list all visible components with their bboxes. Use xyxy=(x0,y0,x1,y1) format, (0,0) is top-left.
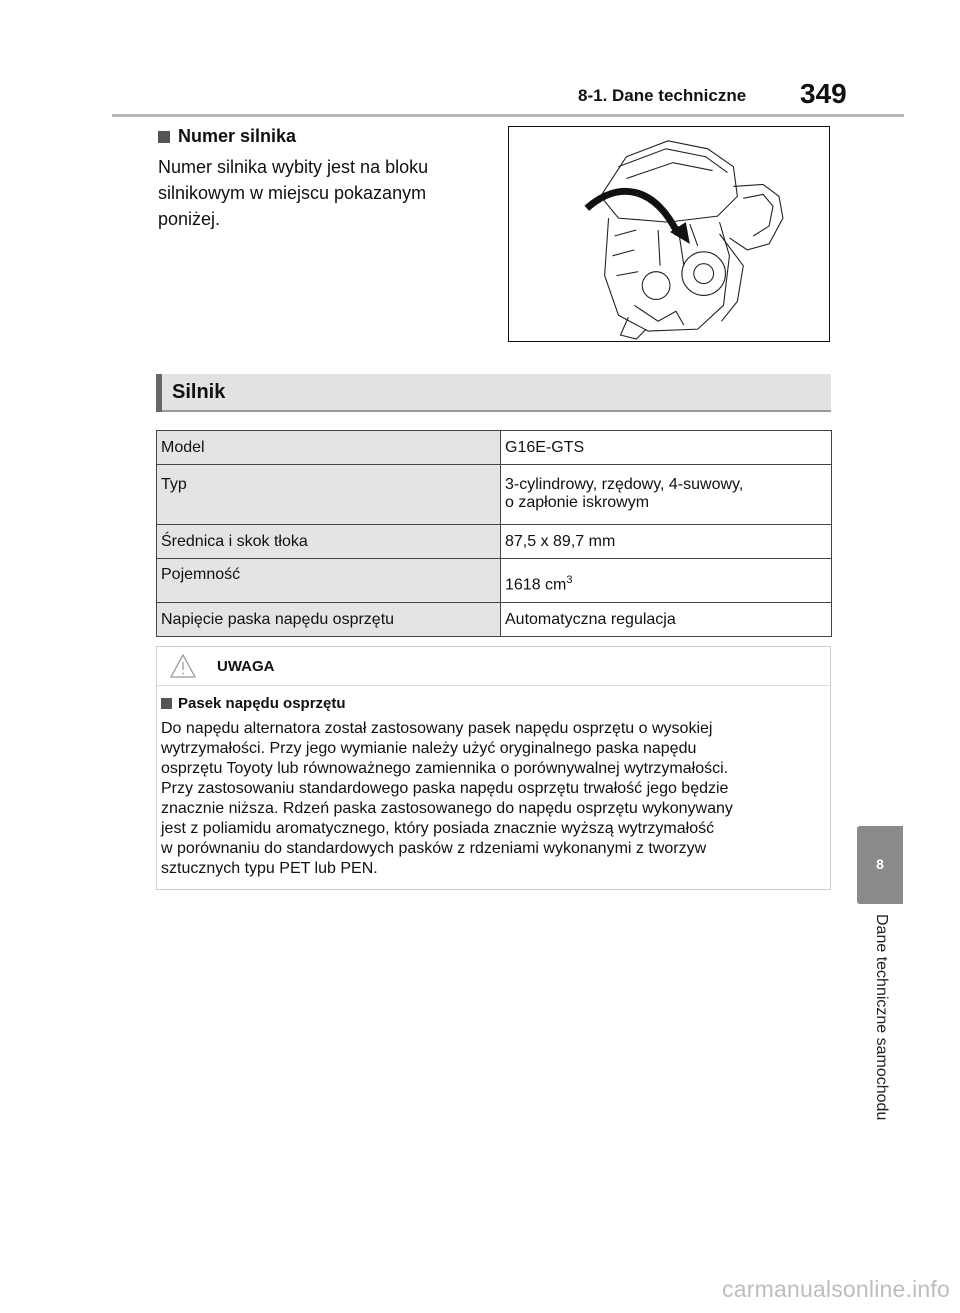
spec-value: Automatyczna regulacja xyxy=(501,603,832,637)
square-bullet-icon xyxy=(158,131,170,143)
spec-value xyxy=(501,465,832,525)
engine-number-heading xyxy=(158,126,296,147)
spec-value-line2: o zapłonie iskrowym xyxy=(505,494,650,511)
table-row xyxy=(157,465,832,525)
warning-line: w porównaniu do standardowych pasków z rdzeniami wykonanymi z tworzyw xyxy=(161,840,707,857)
chapter-tab[interactable] xyxy=(857,826,903,904)
warning-line: osprzętu Toyoty lub równoważnego zamiennika o porównywalnej wytrzymałości. xyxy=(161,760,729,777)
chapter-label xyxy=(868,914,890,1154)
spec-label: Pojemność xyxy=(157,559,501,603)
engine-number-text: Numer silnika wybity jest na bloku silnikowym w miejscu pokazanym poniżej. xyxy=(158,157,429,229)
engine-number-heading-text: Numer silnika xyxy=(178,126,297,146)
table-row xyxy=(157,603,832,637)
spec-value-superscript: 3 xyxy=(566,574,573,586)
warning-triangle-icon xyxy=(169,653,197,679)
spec-label: Typ xyxy=(157,465,501,525)
engine-section-bar xyxy=(156,374,831,412)
warning-line: sztucznych typu PET lub PEN. xyxy=(161,860,378,877)
spec-value: 87,5 x 89,7 mm xyxy=(501,525,832,559)
spec-label: Model xyxy=(157,431,501,465)
warning-title: UWAGA xyxy=(217,658,275,675)
warning-line: znacznie niższa. Rdzeń paska zastosowanego do napędu osprzętu wykonywany xyxy=(161,800,733,817)
spec-value-line1: 3-cylindrowy, rzędowy, 4-suwowy, xyxy=(505,476,744,493)
section-accent xyxy=(156,374,162,412)
warning-line: Przy zastosowaniu standardowego paska napędu osprzętu trwałość jego będzie xyxy=(161,780,729,797)
warning-subheading xyxy=(161,695,346,712)
warning-text xyxy=(161,719,826,879)
engine-specs-table xyxy=(156,430,832,637)
table-row xyxy=(157,525,832,559)
table-row xyxy=(157,431,832,465)
warning-header xyxy=(157,647,830,686)
engine-figure xyxy=(508,126,830,342)
warning-box xyxy=(156,646,831,890)
spec-label: Średnica i skok tłoka xyxy=(157,525,501,559)
square-bullet-icon xyxy=(161,698,172,709)
section-title: 8-1. Dane techniczne xyxy=(578,86,747,105)
chapter-label-text: Dane techniczne samochodu xyxy=(873,914,890,1121)
warning-line: Do napędu alternatora został zastosowany pasek napędu osprzętu o wysokiej xyxy=(161,720,713,737)
chapter-number: 8 xyxy=(876,856,884,872)
warning-line: wytrzymałości. Przy jego wymianie należy użyć oryginalnego paska napędu xyxy=(161,740,697,757)
table-row xyxy=(157,559,832,603)
page-number: 349 xyxy=(800,78,847,109)
warning-subheading-text: Pasek napędu osprzętu xyxy=(178,695,346,712)
spec-value: G16E-GTS xyxy=(501,431,832,465)
spec-label: Napięcie paska napędu osprzętu xyxy=(157,603,501,637)
warning-line: jest z poliamidu aromatycznego, który posiada znacznie wyższą wytrzymałość xyxy=(161,820,715,837)
spec-value xyxy=(501,559,832,603)
spec-value-main: 1618 cm xyxy=(505,576,567,594)
engine-illustration-icon xyxy=(509,127,829,341)
header-rule xyxy=(112,114,904,117)
watermark: carmanualsonline.info xyxy=(722,1276,950,1302)
engine-section-title: Silnik xyxy=(172,381,226,403)
